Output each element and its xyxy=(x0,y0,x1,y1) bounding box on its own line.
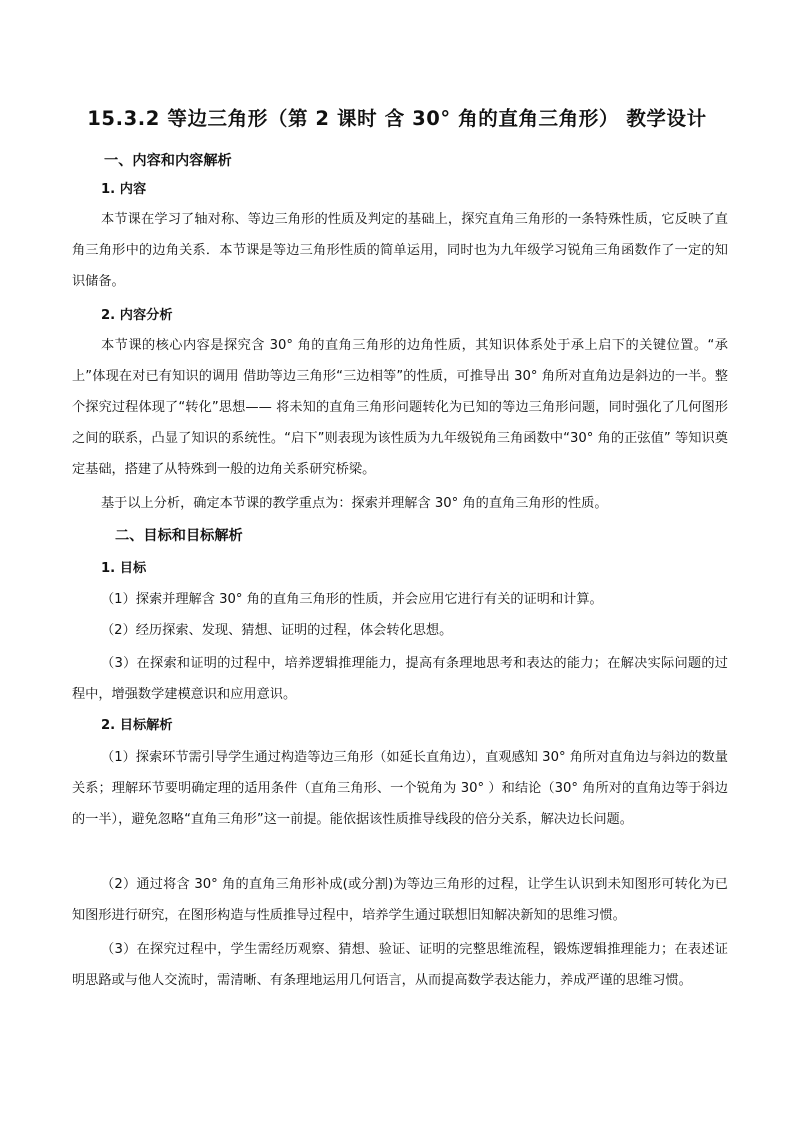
subheading-content: 1. 内容 xyxy=(101,182,147,197)
subheading-objective-analysis: 2. 目标解析 xyxy=(101,718,173,733)
objective-item-3: （3）在探索和证明的过程中，培养逻辑推理能力，提高有条理地思考和表达的能力；在解决实际问题的过程中，增强数学建模意识和应用意识。 xyxy=(72,656,728,702)
paragraph-content-intro: 本节课在学习了轴对称、等边三角形的性质及判定的基础上，探究直角三角形的一条特殊性质，它反映了直角三角形中的边角关系．本节课是等边三角形性质的简单运用，同时也为九年级学习锐角三角函数作了一定的知识储备。 xyxy=(72,212,728,289)
objective-item-2: （2）经历探索、发现、猜想、证明的过程，体会转化思想。 xyxy=(101,623,453,638)
document-title: 15.3.2 等边三角形（第 2 课时 含 30° 角的直角三角形） 教学设计 xyxy=(87,107,707,130)
objective-item-1: （1）探索并理解含 30° 角的直角三角形的性质，并会应用它进行有关的证明和计算。 xyxy=(101,592,603,607)
subheading-objectives: 1. 目标 xyxy=(101,561,147,576)
objective-analysis-item-3: （3）在探究过程中，学生需经历观察、猜想、验证、证明的完整思维流程，锻炼逻辑推理能力；在表述证明思路或与他人交流时，需清晰、有条理地运用几何语言，从而提高数学表达能力，养成严谨的思维习惯。 xyxy=(72,942,728,988)
section-heading-objectives: 二、目标和目标解析 xyxy=(115,528,243,544)
objective-analysis-item-2: （2）通过将含 30° 角的直角三角形补成(或分割)为等边三角形的过程，让学生认识到未知图形可转化为已知图形进行研究，在图形构造与性质推导过程中，培养学生通过联想旧知解决新知的思维习惯。 xyxy=(72,877,728,923)
objective-analysis-item-1: （1）探索环节需引导学生通过构造等边三角形（如延长直角边），直观感知 30° 角所对直角边与斜边的数量关系；理解环节要明确定理的适用条件（直角三角形、一个锐角为 30° ）和结论（30° 角所对的直角边等于斜边的一半），避免忽略“直角三角形”这一前提。能依据该性质推导线段的倍分关系，解决边长问题。 xyxy=(72,750,728,827)
paragraph-content-analysis: 本节课的核心内容是探究含 30° 角的直角三角形的边角性质，其知识体系处于承上启下的关键位置。“承上”体现在对已有知识的调用 借助等边三角形“三边相等”的性质，可推导出 30° 角所对直角边是斜边的一半。整个探究过程体现了“转化”思想—— 将未知的直角三角形问题转化为已知的等边三角形问题，同时强化了几何图形之间的联系，凸显了知识的系统性。“启下”则表现为该性质为九年级锐角三角函数中“30° 角的正弦值” 等知识奠定基础，搭建了从特殊到一般的边角关系研究桥梁。 xyxy=(72,338,728,477)
section-heading-content: 一、内容和内容解析 xyxy=(104,153,232,169)
paragraph-teaching-focus: 基于以上分析，确定本节课的教学重点为：探索并理解含 30° 角的直角三角形的性质。 xyxy=(101,496,608,511)
subheading-content-analysis: 2. 内容分析 xyxy=(101,308,173,323)
